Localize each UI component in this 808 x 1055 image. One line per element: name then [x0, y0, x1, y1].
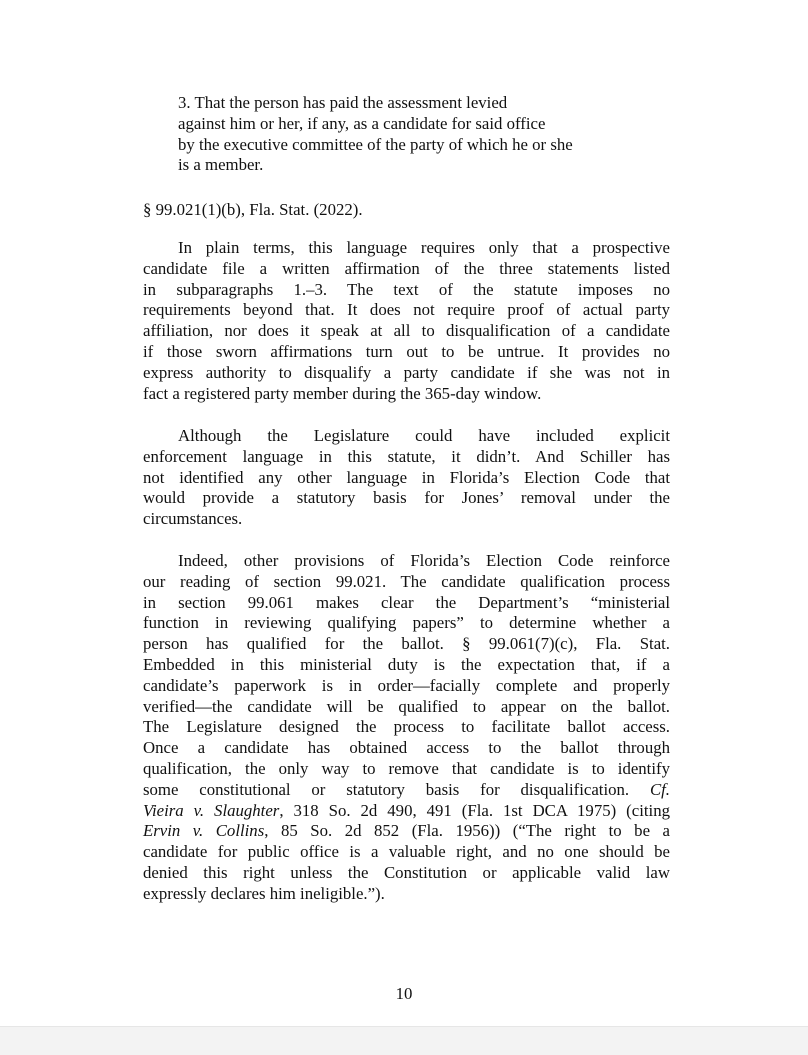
paragraph-line: expressly declares him ineligible.”).	[143, 883, 385, 903]
line-text: some constitutional or statutory basis for disqualification.	[143, 779, 630, 799]
paragraph-line: fact a registered party member during the 365-day window.	[143, 383, 542, 403]
viewer-bottom-edge	[0, 1026, 808, 1055]
paragraph-line: in subparagraphs 1.–3. The text of the statute imposes no	[143, 279, 670, 299]
paragraph-line: person has qualified for the ballot. § 99.061(7)(c), Fla. Stat.	[143, 634, 670, 654]
paragraph-legislature	[143, 426, 670, 530]
paragraph-line: Although the Legislature could have included explicit	[178, 426, 670, 445]
paragraph-line: The Legislature designed the process to facilitate ballot access.	[143, 717, 670, 737]
paragraph-line	[143, 821, 670, 842]
paragraph-line: would provide a statutory basis for Jones’ removal under the	[143, 488, 670, 508]
paragraph-plain-terms	[143, 238, 670, 404]
paragraph-line: affiliation, nor does it speak at all to disqualification of a candidate	[143, 321, 670, 341]
paragraph-line: function in reviewing qualifying papers” to determine whether a	[143, 613, 670, 633]
paragraph-line: requirements beyond that. It does not require proof of actual party	[143, 300, 670, 320]
paragraph-line: In plain terms, this language requires only that a prospective	[178, 238, 670, 257]
case-name-ervin: Ervin v. Collins	[143, 821, 265, 841]
paragraph-line: enforcement language in this statute, it didn’t. And Schiller has	[143, 446, 670, 466]
paragraph-election-code	[143, 551, 670, 905]
paragraph-line: verified—the candidate will be qualified to appear on the ballot.	[143, 696, 670, 716]
paragraph-line: candidate file a written affirmation of the three statements listed	[143, 258, 670, 278]
page-number: 10	[395, 984, 413, 1003]
case-citation-ervin: , 85 So. 2d 852 (Fla. 1956)) (“The right to be a	[264, 821, 670, 841]
paragraph-line	[143, 780, 670, 801]
paragraph-line: express authority to disqualify a party candidate if she was not in	[143, 362, 670, 382]
paragraph-line: denied this right unless the Constitution or applicable valid law	[143, 862, 670, 882]
paragraph-line: not identified any other language in Florida’s Election Code that	[143, 467, 670, 487]
paragraph-line: Embedded in this ministerial duty is the expectation that, if a	[143, 654, 670, 674]
quote-line: 3. That the person has paid the assessment levied	[178, 93, 508, 112]
paragraph-line: if those sworn affirmations turn out to be untrue. It provides no	[143, 341, 670, 361]
paragraph-line: our reading of section 99.021. The candidate qualification process	[143, 571, 670, 591]
paragraph-line: in section 99.061 makes clear the Department’s “ministerial	[143, 592, 670, 612]
paragraph-line: candidate for public office is a valuable right, and no one should be	[143, 842, 670, 862]
paragraph-line: Once a candidate has obtained access to the ballot through	[143, 738, 670, 758]
block-quote	[178, 93, 634, 176]
case-name-vieira: Vieira v. Slaughter	[143, 800, 280, 820]
quote-line: is a member.	[178, 155, 264, 175]
quote-line: against him or her, if any, as a candidate for said office	[178, 113, 546, 133]
signal-cf: Cf.	[649, 779, 670, 799]
paragraph-line: qualification, the only way to remove that candidate is to identify	[143, 758, 670, 778]
paragraph-line: candidate’s paperwork is in order—facially complete and properly	[143, 675, 670, 695]
paragraph-line: circumstances.	[143, 509, 243, 529]
paragraph-line: Indeed, other provisions of Florida’s Election Code reinforce	[178, 551, 670, 570]
case-citation-vieira: , 318 So. 2d 490, 491 (Fla. 1st DCA 1975) (citing	[279, 800, 670, 820]
quote-line: by the executive committee of the party of which he or she	[178, 134, 573, 154]
paragraph-line	[143, 801, 670, 822]
statute-citation: § 99.021(1)(b), Fla. Stat. (2022).	[143, 200, 363, 219]
